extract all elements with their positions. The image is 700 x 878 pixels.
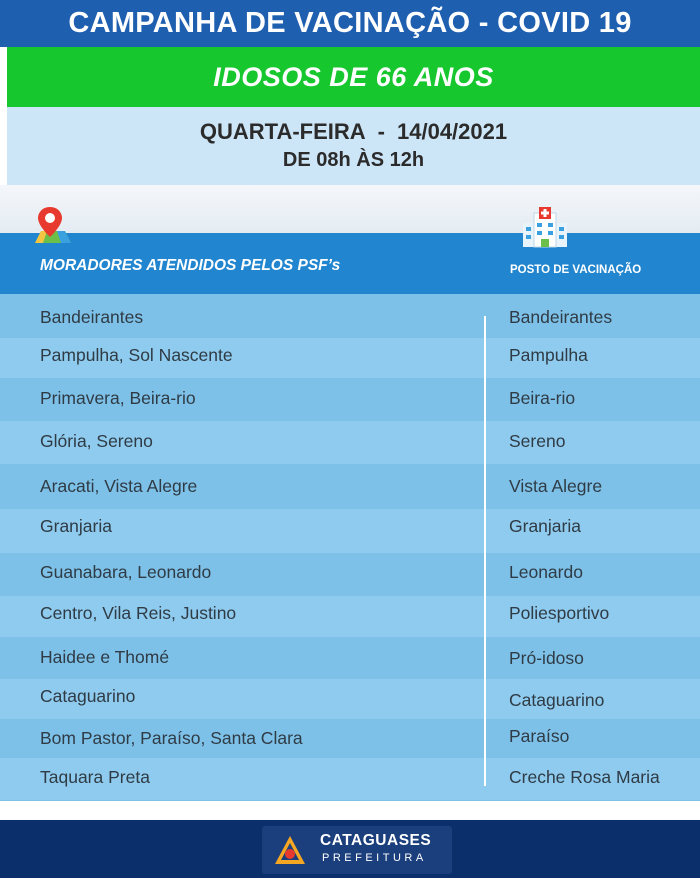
post-cell: Creche Rosa Maria	[509, 767, 660, 787]
logo-subtitle: PREFEITURA	[322, 852, 427, 864]
residents-cell: Bandeirantes	[40, 307, 144, 327]
hospital-icon	[520, 207, 570, 249]
age-group-banner: IDOSOS DE 66 ANOS	[7, 47, 700, 107]
column-divider	[484, 316, 486, 786]
residents-cell: Guanabara, Leonardo	[40, 562, 212, 582]
header-background	[0, 185, 700, 235]
date-separator: -	[377, 119, 385, 144]
residents-cell: Taquara Preta	[40, 767, 150, 787]
residents-cell: Bom Pastor, Paraíso, Santa Clara	[40, 728, 303, 748]
table-row	[0, 509, 700, 553]
post-cell: Leonardo	[509, 562, 583, 582]
post-cell: Bandeirantes	[509, 307, 613, 327]
table-row	[0, 464, 700, 509]
post-cell: Pró-idoso	[509, 648, 584, 668]
residents-cell: Glória, Sereno	[40, 431, 153, 451]
post-cell: Poliesportivo	[509, 603, 610, 623]
table-row	[0, 679, 700, 719]
residents-cell: Granjaria	[40, 516, 112, 536]
post-column-header: POSTO DE VACINAÇÃO	[510, 264, 642, 276]
post-cell: Paraíso	[509, 726, 570, 746]
table-row	[0, 378, 700, 421]
post-cell: Pampulha	[509, 345, 588, 365]
residents-cell: Haidee e Thomé	[40, 647, 170, 667]
table-row	[0, 596, 700, 637]
date-line	[7, 119, 700, 145]
table-row	[0, 758, 700, 800]
table-header	[0, 233, 700, 294]
table-row	[0, 719, 700, 758]
map-pin-icon	[33, 205, 73, 245]
table-row	[0, 553, 700, 596]
hours: DE 08h ÀS 12h	[282, 149, 425, 171]
post-cell: Beira-rio	[509, 388, 576, 408]
residents-column-header: MORADORES ATENDIDOS PELOS PSF’s	[40, 257, 341, 274]
table-row	[0, 296, 700, 338]
prefeitura-logo	[262, 826, 452, 874]
logo-name: CATAGUASES	[320, 832, 432, 849]
residents-cell: Primavera, Beira-rio	[40, 388, 196, 408]
residents-cell: Cataguarino	[40, 686, 136, 706]
residents-cell: Aracati, Vista Alegre	[40, 476, 198, 496]
post-cell: Cataguarino	[509, 690, 605, 710]
weekday: QUARTA-FEIRA	[199, 119, 366, 144]
post-cell: Vista Alegre	[509, 476, 603, 496]
date: 14/04/2021	[397, 119, 508, 144]
post-cell: Granjaria	[509, 516, 581, 536]
schedule-box	[7, 107, 700, 185]
table-row	[0, 338, 700, 378]
table-row	[0, 421, 700, 464]
prefeitura-logo-icon	[274, 835, 306, 865]
campaign-title: CAMPANHA DE VACINAÇÃO - COVID 19	[0, 0, 700, 47]
table-row	[0, 637, 700, 679]
residents-cell: Centro, Vila Reis, Justino	[40, 603, 237, 623]
post-cell: Sereno	[509, 431, 566, 451]
residents-cell: Pampulha, Sol Nascente	[40, 345, 233, 365]
